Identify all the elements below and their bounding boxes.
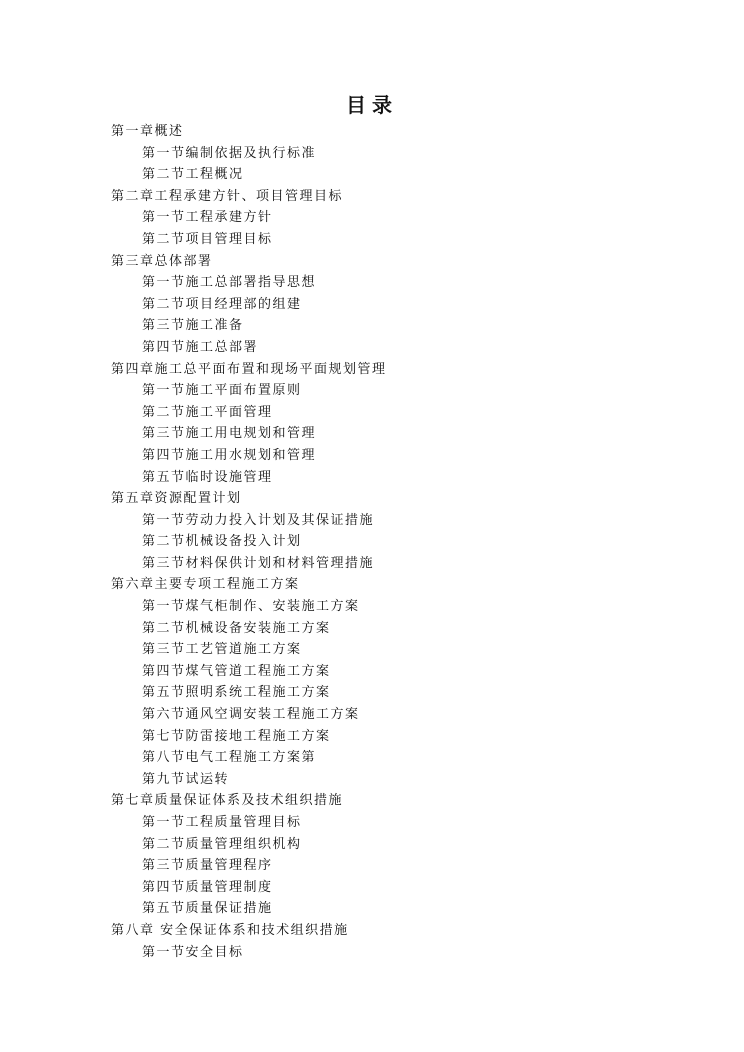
page-title: 目录 xyxy=(346,93,398,117)
toc-section-entry: 第七节防雷接地工程施工方案 xyxy=(142,728,331,744)
toc-section-entry: 第三节施工准备 xyxy=(142,318,244,334)
toc-section-entry: 第四节质量管理制度 xyxy=(142,879,273,895)
toc-chapter-entry: 第六章主要专项工程施工方案 xyxy=(111,577,300,593)
toc-section-entry: 第一节工程承建方针 xyxy=(142,210,273,226)
toc-section-entry: 第一节劳动力投入计划及其保证措施 xyxy=(142,512,375,528)
toc-chapter-entry: 第一章概述 xyxy=(111,124,184,139)
toc-section-entry: 第二节项目管理目标 xyxy=(142,231,273,247)
toc-section-entry: 第九节试运转 xyxy=(142,771,230,787)
toc-section-entry: 第二节施工平面管理 xyxy=(142,404,273,420)
toc-section-entry: 第一节煤气柜制作、安装施工方案 xyxy=(142,599,360,615)
toc-section-entry: 第八节电气工程施工方案第 xyxy=(142,750,317,766)
toc-section-entry: 第二节机械设备投入计划 xyxy=(142,534,302,550)
toc-chapter-entry: 第七章质量保证体系及技术组织措施 xyxy=(111,793,344,809)
toc-section-entry: 第一节施工平面布置原则 xyxy=(142,383,302,399)
toc-chapter-entry: 第八章 安全保证体系和技术组织措施 xyxy=(111,922,349,938)
toc-section-entry: 第四节施工总部署 xyxy=(142,339,259,355)
toc-chapter-entry: 第二章工程承建方针、项目管理目标 xyxy=(111,188,344,204)
toc-section-entry: 第一节工程质量管理目标 xyxy=(142,815,302,830)
toc-chapter-entry: 第五章资源配置计划 xyxy=(111,491,242,507)
toc-section-entry: 第二节工程概况 xyxy=(142,167,244,183)
toc-section-entry: 第五节照明系统工程施工方案 xyxy=(142,685,331,701)
toc-section-entry: 第二节质量管理组织机构 xyxy=(142,836,302,852)
toc-section-entry: 第六节通风空调安装工程施工方案 xyxy=(142,707,360,723)
toc-section-entry: 第三节工艺管道施工方案 xyxy=(142,642,302,658)
table-of-contents xyxy=(111,121,711,963)
toc-section-entry: 第三节材料保供计划和材料管理措施 xyxy=(142,555,375,571)
toc-section-entry: 第四节施工用水规划和管理 xyxy=(142,447,317,463)
toc-section-entry: 第一节施工总部署指导思想 xyxy=(142,275,317,291)
toc-section-entry: 第一节编制依据及执行标准 xyxy=(142,145,317,161)
toc-chapter-entry: 第四章施工总平面布置和现场平面规划管理 xyxy=(111,361,387,377)
toc-section-entry: 第三节质量管理程序 xyxy=(142,858,273,874)
toc-section-entry: 第一节安全目标 xyxy=(142,944,244,960)
toc-section-entry: 第二节项目经理部的组建 xyxy=(142,296,302,312)
toc-section-entry: 第二节机械设备安装施工方案 xyxy=(142,620,331,636)
toc-section-entry: 第五节临时设施管理 xyxy=(142,469,273,485)
toc-section-entry: 第四节煤气管道工程施工方案 xyxy=(142,663,331,679)
toc-chapter-entry: 第三章总体部署 xyxy=(111,253,213,269)
toc-section-entry: 第三节施工用电规划和管理 xyxy=(142,426,317,442)
toc-section-entry: 第五节质量保证措施 xyxy=(142,901,273,917)
